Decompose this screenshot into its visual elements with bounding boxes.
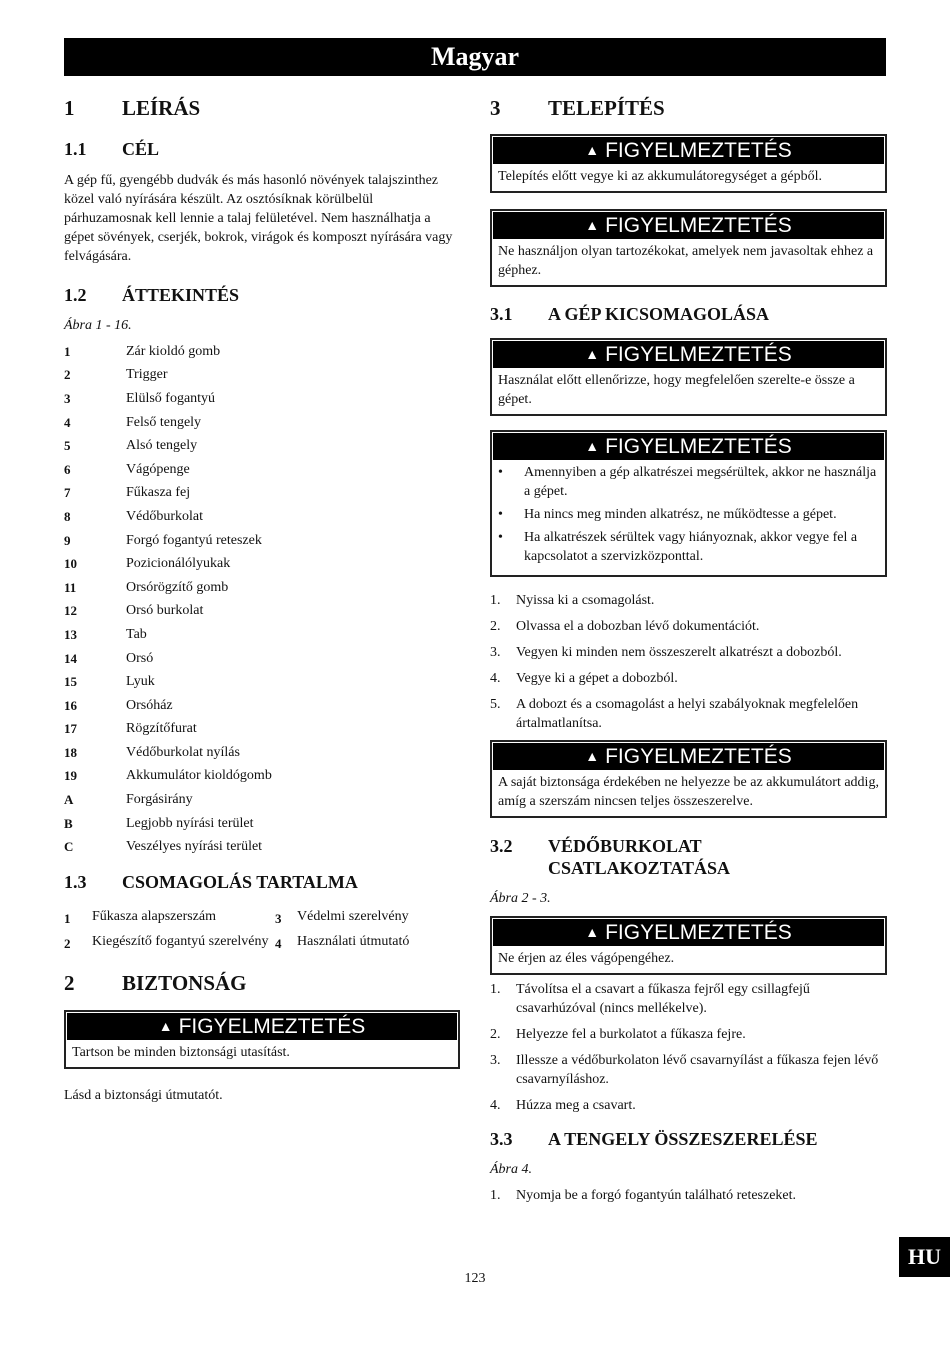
safety-reference-text: Lásd a biztonsági útmutatót. <box>64 1088 223 1104</box>
list-item <box>64 600 460 624</box>
bullet-text: Ha nincs meg minden alkatrész, ne működtesse a gépet. <box>524 507 837 522</box>
part-key: 5 <box>64 438 71 454</box>
part-key: B <box>64 815 73 831</box>
step-number: 1. <box>490 593 501 608</box>
part-key: 12 <box>64 603 77 619</box>
step-text: Vegye ki a gépet a dobozból. <box>516 671 678 686</box>
list-item <box>64 340 460 364</box>
item-key: 4 <box>275 936 282 952</box>
list-item <box>64 458 460 482</box>
section-3-2-heading: 3.2 VÉDŐBURKOLAT CSATLAKOZTATÁSA <box>490 836 731 878</box>
list-item <box>64 741 460 765</box>
warning-box <box>490 740 887 818</box>
part-key: 6 <box>64 461 71 477</box>
part-label: Fűkasza fej <box>126 485 191 501</box>
warning-triangle-icon: ▲ <box>158 1018 173 1035</box>
list-item <box>64 529 460 553</box>
part-key: 7 <box>64 485 71 501</box>
warning-header: ▲ FIGYELMEZTETÉS <box>67 1013 457 1040</box>
list-item <box>490 1051 887 1089</box>
list-item <box>490 669 887 688</box>
list-item <box>64 482 460 506</box>
list-item <box>490 1025 887 1044</box>
part-label: Legjobb nyírási terület <box>126 815 254 831</box>
step-text: Nyissa ki a csomagolást. <box>516 593 655 608</box>
item-key: 3 <box>275 911 282 927</box>
part-key: 14 <box>64 650 77 666</box>
warning-triangle-icon: ▲ <box>585 438 600 454</box>
warning-text: Ne használjon olyan tartozékokat, amelyek nem javasoltak ehhez a géphez. <box>498 244 874 278</box>
step-number: 5. <box>490 697 501 712</box>
part-label: Veszélyes nyírási terület <box>126 839 263 855</box>
list-item <box>64 932 275 953</box>
bullet-icon: • <box>498 530 503 545</box>
step-number: 3. <box>490 1053 501 1068</box>
part-label: Elülső fogantyú <box>126 390 216 406</box>
figure-reference: Ábra 4. <box>490 1162 532 1177</box>
page-number: 123 <box>464 1271 486 1286</box>
section-1-2-heading: 1.2 ÁTTEKINTÉS <box>64 285 240 305</box>
warning-box <box>490 338 887 416</box>
step-text: A dobozt és a csomagolást a helyi szabályoknak megfelelően ártalmatlanítsa. <box>516 697 859 731</box>
item-label: Használati útmutató <box>297 934 410 950</box>
left-column <box>64 92 460 1105</box>
section-3-3-heading: 3.3 A TENGELY ÖSSZESZERELÉSE <box>490 1129 818 1149</box>
warning-triangle-icon: ▲ <box>585 748 600 764</box>
warning-box <box>490 430 887 577</box>
item-key: 2 <box>64 936 71 952</box>
warning-text: Tartson be minden biztonsági utasítást. <box>72 1045 290 1061</box>
warning-text: Telepítés előtt vegye ki az akkumulátoregységet a gépből. <box>498 169 823 184</box>
list-item <box>64 812 460 836</box>
part-label: Forgásirány <box>126 792 193 808</box>
part-key: C <box>64 839 74 855</box>
list-item <box>64 576 460 600</box>
list-item <box>498 505 879 524</box>
section-2-heading: 2 BIZTONSÁG <box>64 971 247 996</box>
part-label: Rögzítőfurat <box>126 721 197 737</box>
section-1-1-heading: 1.1 CÉL <box>64 139 160 159</box>
part-key: 4 <box>64 414 71 430</box>
step-number: 1. <box>490 1188 501 1203</box>
section-1-heading: 1 LEÍRÁS <box>64 96 201 120</box>
warning-triangle-icon: ▲ <box>585 142 600 158</box>
step-text: Olvassa el a dobozban lévő dokumentációt. <box>516 619 760 634</box>
list-item <box>64 694 460 718</box>
part-label: Lyuk <box>126 674 155 690</box>
bullet-text: Ha alkatrészek sérültek vagy hiányoznak, akkor vegye fel a kapcsolatot a szervizközponttal. <box>524 530 858 564</box>
step-number: 4. <box>490 1098 501 1113</box>
list-item <box>64 907 275 928</box>
language-banner: Magyar <box>64 38 886 76</box>
list-item <box>275 907 460 928</box>
step-text: Illessze a védőburkolaton lévő csavarnyílást a fűkasza fejen lévő csavarnyíláshoz. <box>516 1053 879 1087</box>
item-label: Fűkasza alapszerszám <box>92 909 216 925</box>
warning-header: ▲ FIGYELMEZTETÉS <box>493 137 884 164</box>
list-item <box>64 718 460 742</box>
part-key: 3 <box>64 390 71 406</box>
step-number: 2. <box>490 1027 501 1042</box>
list-item <box>64 670 460 694</box>
part-key: 2 <box>64 367 71 383</box>
warning-header: ▲ FIGYELMEZTETÉS <box>493 919 884 946</box>
warning-triangle-icon: ▲ <box>585 924 600 940</box>
list-item <box>490 695 887 733</box>
warning-text: A saját biztonsága érdekében ne helyezze be az akkumulátort addig, amíg a szerszám nincsen teljes összeszerelve. <box>498 775 879 809</box>
list-item <box>64 411 460 435</box>
warning-triangle-icon: ▲ <box>585 346 600 362</box>
figure-reference: Ábra 1 - 16. <box>64 318 132 333</box>
step-text: Nyomja be a forgó fogantyún található reteszeket. <box>516 1188 797 1203</box>
list-item <box>64 434 460 458</box>
unpacking-steps <box>490 591 887 733</box>
part-key: 13 <box>64 626 77 642</box>
part-label: Orsó burkolat <box>126 603 204 619</box>
warning-box <box>490 209 887 287</box>
figure-reference: Ábra 2 - 3. <box>490 891 551 906</box>
warning-header: ▲ FIGYELMEZTETÉS <box>493 743 884 770</box>
list-item <box>275 932 460 953</box>
list-item <box>64 623 460 647</box>
bullet-text: Amennyiben a gép alkatrészei megsérültek, akkor ne használja a gépet. <box>524 465 877 499</box>
warning-text: Használat előtt ellenőrizze, hogy megfelelően szerelte-e össze a gépet. <box>498 373 855 407</box>
bullet-icon: • <box>498 465 503 480</box>
part-key: 19 <box>64 768 77 784</box>
item-label: Védelmi szerelvény <box>297 909 409 925</box>
list-item <box>64 647 460 671</box>
part-label: Védőburkolat <box>126 508 203 524</box>
warning-header: ▲ FIGYELMEZTETÉS <box>493 212 884 239</box>
list-item <box>64 364 460 388</box>
list-item <box>64 835 460 859</box>
part-key: 11 <box>64 579 77 595</box>
warning-text: Ne érjen az éles vágópengéhez. <box>498 951 675 966</box>
part-label: Felső tengely <box>126 414 202 430</box>
part-label: Trigger <box>126 367 168 383</box>
right-column <box>490 92 887 1212</box>
step-text: Helyezze fel a burkolatot a fűkasza fejre. <box>516 1027 746 1042</box>
part-label: Alsó tengely <box>126 438 198 454</box>
step-number: 3. <box>490 645 501 660</box>
step-text: Húzza meg a csavart. <box>516 1098 636 1113</box>
part-label: Pozicionálólyukak <box>126 556 231 572</box>
list-item <box>490 1186 887 1205</box>
part-label: Zár kioldó gomb <box>126 343 221 359</box>
purpose-text: A gép fű, gyengébb dudvák és más hasonló növények talajszinthez közel való nyírására készült. Az osztósíknak körülbelül párhuzamosnak kell lennie a talaj felületével. Nem használhatja a gépet sövények, cserjék, bokrok, virágok és komposzt nyírására vagy felvágására. <box>64 173 453 264</box>
part-label: Orsó <box>126 650 154 666</box>
item-label: Kiegészítő fogantyú szerelvény <box>92 934 269 950</box>
bullet-list <box>498 463 879 566</box>
part-key: 8 <box>64 508 71 524</box>
step-text: Távolítsa el a csavart a fűkasza fejről egy csillagfejű csavarhúzóval (nincs mellékelve). <box>516 982 810 1016</box>
part-key: 9 <box>64 532 71 548</box>
warning-header: ▲ FIGYELMEZTETÉS <box>493 341 884 368</box>
part-key: 10 <box>64 556 77 572</box>
list-item <box>490 980 887 1018</box>
parts-list <box>64 340 460 859</box>
shaft-steps <box>490 1186 887 1205</box>
part-label: Védőburkolat nyílás <box>126 744 240 760</box>
part-label: Vágópenge <box>126 461 190 477</box>
section-3-heading: 3 TELEPÍTÉS <box>490 96 665 120</box>
list-item <box>490 1096 887 1115</box>
part-label: Orsóház <box>126 697 173 713</box>
list-item <box>498 463 879 501</box>
warning-header: ▲ FIGYELMEZTETÉS <box>493 433 884 460</box>
step-number: 1. <box>490 982 501 997</box>
bullet-icon: • <box>498 507 503 522</box>
list-item <box>490 617 887 636</box>
part-key: 17 <box>64 721 77 737</box>
step-number: 4. <box>490 671 501 686</box>
guard-steps <box>490 980 887 1115</box>
section-3-1-heading: 3.1 A GÉP KICSOMAGOLÁSA <box>490 304 770 324</box>
section-1-3-heading: 1.3 CSOMAGOLÁS TARTALMA <box>64 872 358 893</box>
package-contents <box>64 907 460 957</box>
list-item <box>64 505 460 529</box>
part-key: A <box>64 792 74 808</box>
list-item <box>64 788 460 812</box>
part-label: Forgó fogantyú reteszek <box>126 532 262 548</box>
list-item <box>490 591 887 610</box>
list-item <box>64 552 460 576</box>
part-label: Akkumulátor kioldógomb <box>126 768 272 784</box>
warning-box <box>490 134 887 193</box>
part-key: 1 <box>64 343 71 359</box>
warning-box <box>64 1010 460 1069</box>
part-label: Orsórögzítő gomb <box>126 579 229 595</box>
language-tab: HU <box>899 1237 950 1277</box>
part-label: Tab <box>126 626 147 642</box>
part-key: 15 <box>64 674 77 690</box>
warning-box <box>490 916 887 975</box>
part-key: 18 <box>64 744 77 760</box>
list-item <box>64 387 460 411</box>
list-item <box>498 528 879 566</box>
item-key: 1 <box>64 911 71 927</box>
step-number: 2. <box>490 619 501 634</box>
warning-bullets <box>492 460 885 575</box>
list-item <box>490 643 887 662</box>
step-text: Vegyen ki minden nem összeszerelt alkatrészt a dobozból. <box>516 645 842 660</box>
part-key: 16 <box>64 697 77 713</box>
warning-triangle-icon: ▲ <box>585 217 600 233</box>
list-item <box>64 765 460 789</box>
